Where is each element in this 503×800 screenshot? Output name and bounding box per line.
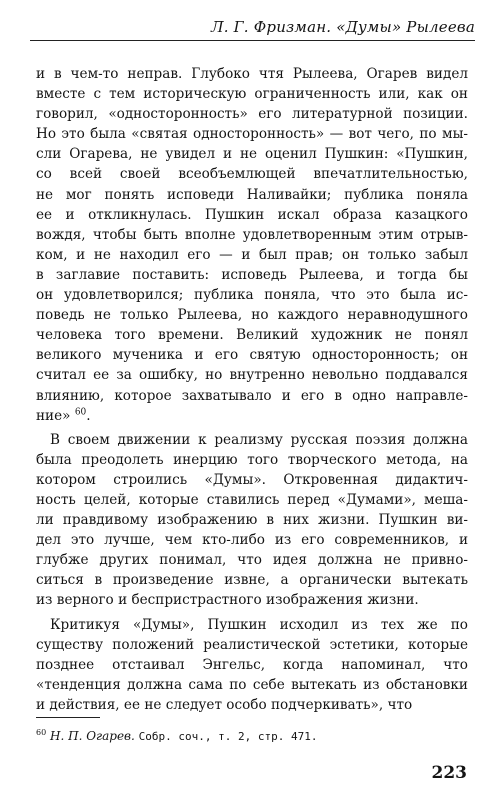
text-line xyxy=(36,530,468,550)
text-line xyxy=(36,570,468,590)
text-line-content: Но это была «святая односторонность» — вот чего, по мы- xyxy=(36,126,468,143)
footnote-reference[interactable]: 60 xyxy=(74,407,87,418)
footnote-source: Собр. соч., т. 2, стр. 471. xyxy=(138,730,318,743)
text-line-content: была преодолеть инерцию того творческого метода, на xyxy=(36,451,468,468)
paragraph xyxy=(36,430,468,611)
text-line xyxy=(36,655,468,675)
running-head xyxy=(30,14,475,41)
text-line-content: В своем движении к реализму русская поэзия должна xyxy=(50,431,468,448)
text-line xyxy=(36,144,468,164)
text-line-content: он удовлетворился; публика поняла, что это была ис- xyxy=(36,287,468,304)
text-line xyxy=(36,386,468,406)
text-line-content: ее и откликнулась. Пушкин искал образа казацкого xyxy=(36,206,468,223)
text-line xyxy=(36,345,468,365)
footnote-mark: 60 xyxy=(36,728,47,737)
text-line xyxy=(36,365,468,385)
text-line-content: в заглавие поставить: исповедь Рылеева, и тогда бы xyxy=(36,266,468,283)
text-line xyxy=(36,84,468,104)
text-line-content: позднее отстаивал Энгельс, когда напоминал, что xyxy=(36,656,468,673)
text-line xyxy=(36,124,468,144)
footnote-divider xyxy=(36,717,100,718)
text-line-content: глубже других понимал, что идея должна не привно- xyxy=(36,552,468,569)
text-line xyxy=(36,635,468,655)
text-line: ние» $^{60}$. xyxy=(36,407,91,424)
footnote xyxy=(36,728,466,745)
text-line-content: существу положений реалистической эстетики, которые xyxy=(36,636,468,653)
paragraph xyxy=(36,64,468,426)
text-line-content: ситься в произведение извне, а органически вытекать xyxy=(36,572,468,589)
text-line xyxy=(36,245,468,265)
text-line-content: котором строились «Думы». Откровенная дидактич- xyxy=(36,471,468,488)
text-line xyxy=(36,305,468,325)
text-line-content: Критикуя «Думы», Пушкин исходил из тех же по xyxy=(50,616,468,633)
text-line-content: ность целей, которые ставились перед «Думами», меша- xyxy=(36,491,468,508)
text-line-content: ние» xyxy=(36,407,71,424)
text-line xyxy=(36,615,468,635)
text-line xyxy=(36,64,468,84)
text-line xyxy=(36,325,468,345)
text-line-content: сли Огарева, не увидел и не оценил Пушкин: «Пушкин, xyxy=(36,146,468,163)
text-line xyxy=(36,265,468,285)
text-line xyxy=(36,490,468,510)
text-line xyxy=(36,675,468,695)
text-line xyxy=(36,470,468,490)
text-line xyxy=(36,550,468,570)
text-line xyxy=(36,450,468,470)
text-line xyxy=(36,104,468,124)
text-line xyxy=(36,164,468,184)
text-line-content: поведь не только Рылеева, но каждого неравнодушного xyxy=(36,307,468,324)
text-line-content: и действия, ее не следует особо подчеркивать», что xyxy=(36,696,413,713)
running-head-text: Л. Г. Фризман. «Думы» Рылеева xyxy=(211,18,475,36)
text-line-content: «тенденция должна сама по себе вытекать из обстановки xyxy=(36,676,468,693)
text-line-content: не мог понять исповеди Наливайки; публика поняла xyxy=(36,186,468,203)
text-line-content: ком, и не находил его — и был прав; он только забыл xyxy=(36,246,468,263)
text-line-content: влиянию, которое захватывало и его в одно направле- xyxy=(36,387,468,404)
text-line xyxy=(36,225,468,245)
text-line xyxy=(36,695,468,715)
text-line-content: дел это лучше, чем кто-либо из его современников, и xyxy=(36,532,468,549)
text-line xyxy=(36,590,468,610)
text-line-content: ли правдивому изображению в них жизни. Пушкин ви- xyxy=(36,512,468,529)
body-text xyxy=(36,64,468,715)
text-line-content: вождя, чтобы быть вполне удовлетворенным этим отрыв- xyxy=(36,226,468,243)
text-line-content: из верного и беспристрастного изображения жизни. xyxy=(36,592,419,609)
paragraph xyxy=(36,615,468,715)
text-line-content: великого мученика и его святую односторонность; он xyxy=(36,347,468,364)
text-line xyxy=(36,430,468,450)
text-line-content: со всей своей всеобъемлющей впечатлительностью, xyxy=(36,166,468,183)
text-line xyxy=(36,185,468,205)
text-line xyxy=(36,205,468,225)
text-line xyxy=(36,510,468,530)
page-number: 223 xyxy=(431,763,467,783)
footnote-author: Н. П. Огарев. xyxy=(50,729,135,743)
text-line-content: вместе с тем историческую ограниченность или, как он xyxy=(36,86,468,103)
text-line xyxy=(36,285,468,305)
text-line-content: считал ее за ошибку, но внутренно невольно поддавался xyxy=(36,367,468,384)
text-line-content: человека того времени. Великий художник не понял xyxy=(36,327,468,344)
text-line-content: говорил, «односторонность» его литературной позиции. xyxy=(36,106,468,123)
text-line-content: и в чем-то неправ. Глубоко чтя Рылеева, Огарев видел xyxy=(36,66,468,82)
